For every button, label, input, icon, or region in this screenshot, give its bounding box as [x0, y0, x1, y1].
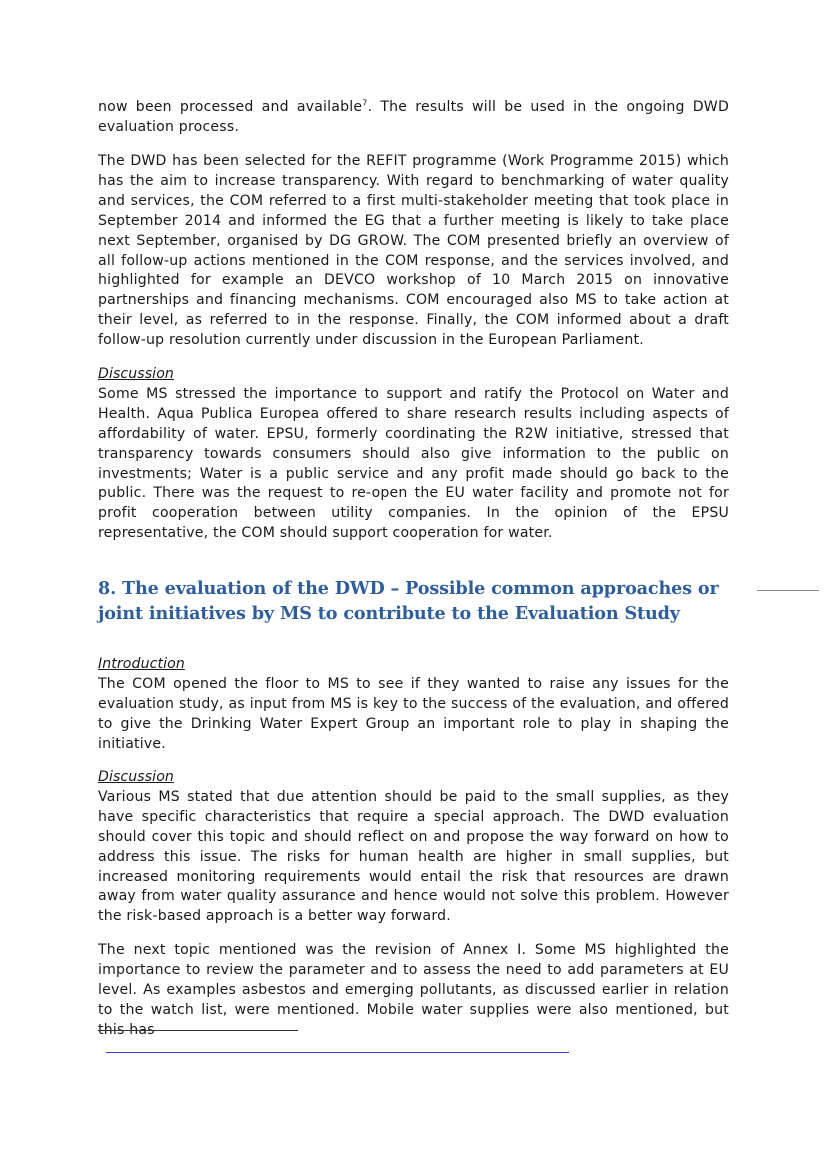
section-8-heading-block — [98, 576, 729, 626]
paragraph-refit-programme — [98, 152, 729, 351]
paragraph-text-tail: . The results will be used in the ongoing DWD evaluation process. — [98, 99, 729, 135]
paragraph-annex-revision — [98, 941, 729, 1041]
discussion-heading: Discussion — [98, 366, 174, 382]
comment-margin-line — [757, 590, 819, 591]
footnote-reference[interactable]: 7 — [362, 98, 368, 108]
discussion-text: Some MS stressed the importance to support and ratify the Protocol on Water and Health. Aqua Publica Europea offered to share research results including aspects of affordability of water. EPSU, formerly coordinating the R2W initiative, stressed that transparency towards consumers should also give information to the public on investments; Water is a public service and any profit made should go back to the public. There was the request to re-open the EU water facility and promote not for profit cooperation between utility companies. In the opinion of the EPSU representative, the COM should support cooperation for water. — [98, 385, 729, 542]
paragraph-text: The next topic mentioned was the revision of Annex I. Some MS highlighted the importance to review the parameter and to assess the need to add parameters at EU level. As examples asbestos and emerging pollutants, as discussed earlier in relation to the watch list, were mentioned. Mobile water supplies were also mentioned, but this has — [98, 942, 729, 1038]
footnote-link-underline[interactable] — [106, 1052, 569, 1053]
introduction-text: The COM opened the floor to MS to see if they wanted to raise any issues for the evaluation study, as input from MS is key to the success of the evaluation, and offered to give the Drinking Water Expert Group an important role to play in shaping the initiative. — [98, 675, 729, 752]
section-heading: 8. The evaluation of the DWD – Possible common approaches or joint initiatives by MS to contribute to the Evaluation Study — [98, 578, 719, 624]
introduction-heading: Introduction — [98, 656, 185, 672]
introduction-section — [98, 655, 729, 755]
discussion-heading: Discussion — [98, 769, 174, 785]
discussion-text: Various MS stated that due attention should be paid to the small supplies, as they have specific characteristics that require a special approach. The DWD evaluation should cover this topic and should reflect on and propose the way forward on how to address this issue. The risks for human health are higher in small supplies, but increased monitoring requirements would entail the risk that resources are drawn away from water quality assurance and hence would not solve this problem. However the risk-based approach is a better way forward. — [98, 788, 729, 925]
discussion-section-2 — [98, 768, 729, 927]
paragraph-text: The DWD has been selected for the REFIT programme (Work Programme 2015) which has the aim to increase transparency. With regard to benchmarking of water quality and services, the COM referred to a first multi-stakeholder meeting that took place in September 2014 and informed the EG that a further meeting is likely to take place next September, organised by DG GROW. The COM presented briefly an overview of all follow-up actions mentioned in the COM response, and the services involved, and highlighted for example an DEVCO workshop of 10 March 2015 on innovative partnerships and financing mechanisms. COM encouraged also MS to take action at their level, as referred to in the response. Finally, the COM informed about a draft follow-up resolution currently under discussion in the European Parliament. — [98, 153, 729, 349]
paragraph-text: now been processed and available — [98, 99, 363, 115]
discussion-section-1 — [98, 365, 729, 544]
paragraph-results-available — [98, 98, 729, 138]
footnote-separator — [98, 1030, 298, 1031]
